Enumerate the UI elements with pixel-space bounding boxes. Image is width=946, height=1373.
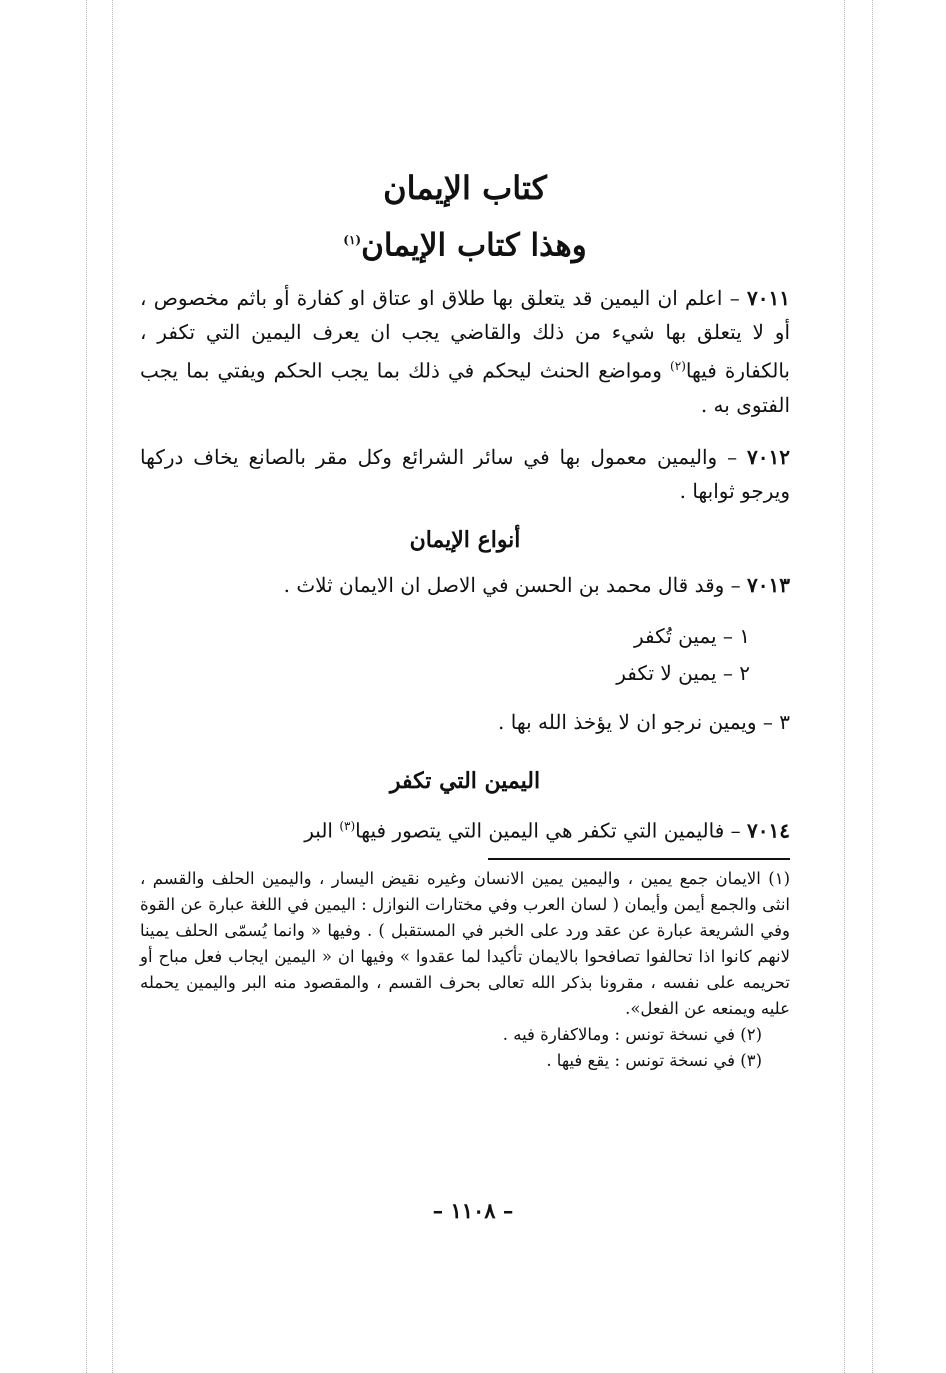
section-heading-kaffara: اليمين التي تكفر	[389, 767, 541, 794]
list-item: ١ – يمين تُكفر	[634, 623, 750, 648]
paragraph-number: ٧٠١٤	[747, 818, 790, 843]
right-edge-line	[872, 0, 873, 1373]
list-item-3: ٣ – ويمين نرجو ان لا يؤخذ الله بها .	[498, 709, 790, 734]
page-body	[140, 150, 790, 1074]
footnote-divider	[488, 858, 790, 860]
oath-types-list	[140, 618, 790, 692]
paragraph-text: – واليمين معمول بها في سائر الشرائع وكل مقر بالصانع يخاف دركها ويرجو ثوابها .	[140, 444, 790, 503]
footnote-ref-2: (٢)	[670, 359, 686, 374]
left-edge-line	[86, 0, 87, 1373]
paragraph-text: – وقد قال محمد بن الحسن في الاصل ان الايمان ثلاث .	[283, 572, 741, 597]
right-margin-line	[844, 0, 845, 1373]
left-margin-line	[112, 0, 113, 1373]
paragraph-text-cont: البر	[304, 818, 340, 843]
paragraph-7014	[140, 809, 790, 848]
footnote-2: (٢) في نسخة تونس : ومالاكفارة فيه .	[502, 1024, 762, 1044]
list-item: ٢ – يمين لا تكفر	[616, 660, 750, 685]
page-number: – ١١٠٨ –	[432, 1198, 514, 1223]
paragraph-7012	[140, 440, 790, 508]
footnote-ref-1: (١)	[343, 233, 362, 247]
book-subtitle	[140, 214, 790, 271]
section-heading-types: أنواع الإيمان	[409, 526, 521, 553]
paragraph-number: ٧٠١٢	[747, 444, 791, 469]
subtitle-text: وهذا كتاب الإيمان	[361, 227, 587, 264]
book-title: كتاب الإيمان	[383, 169, 547, 207]
paragraph-text: – اعلم ان اليمين قد يتعلق بها طلاق او عتاق او كفارة أو باثم مخصوص ، أو لا يتعلق بها شيء من ذلك والقاضي يجب ان يعرف اليمين التي تكفر ، بالكفارة فيها	[140, 286, 791, 383]
paragraph-text-cont: ومواضع الحنث ليحكم في ذلك بما يجب الحكم ويفتي بما يجب الفتوى به .	[140, 358, 790, 417]
footnote-ref-3: (٣)	[339, 818, 356, 833]
paragraph-text: – فاليمين التي تكفر هي اليمين التي يتصور فيها	[355, 818, 741, 843]
footnote-3: (٣) في نسخة تونس : يقع فيها .	[546, 1050, 762, 1070]
paragraph-number: ٧٠١٣	[747, 572, 790, 597]
paragraph-7013	[140, 568, 790, 602]
paragraph-number: ٧٠١١	[747, 286, 790, 311]
footnote-1: (١) الايمان جمع يمين ، واليمين يمين الانسان وغيره نقيض اليسار ، واليمين الحلف والقسم ، انثى والجمع أيمن وأيمان ( لسان العرب وفي مختارات النوازل : اليمين في اللغة عبارة عن القوة وفي الشريعة عبارة عن عقد ورد على الخبر في المستقبل ) . وفيها « وانما يُسمّى الحلف يمينا لانهم كانوا اذا تحالفوا تصافحوا بالايمان تأكيدا لما عقدوا » وفيها ان « اليمين ايجاب فعل مباح أو تحريمه على نفسه ، مقرونا بذكر الله تعالى بحرف القسم ، والمقصود منه البر واليمين يحمله عليه ويمنعه عن الفعل».	[140, 868, 790, 1018]
paragraph-7011	[140, 281, 790, 422]
